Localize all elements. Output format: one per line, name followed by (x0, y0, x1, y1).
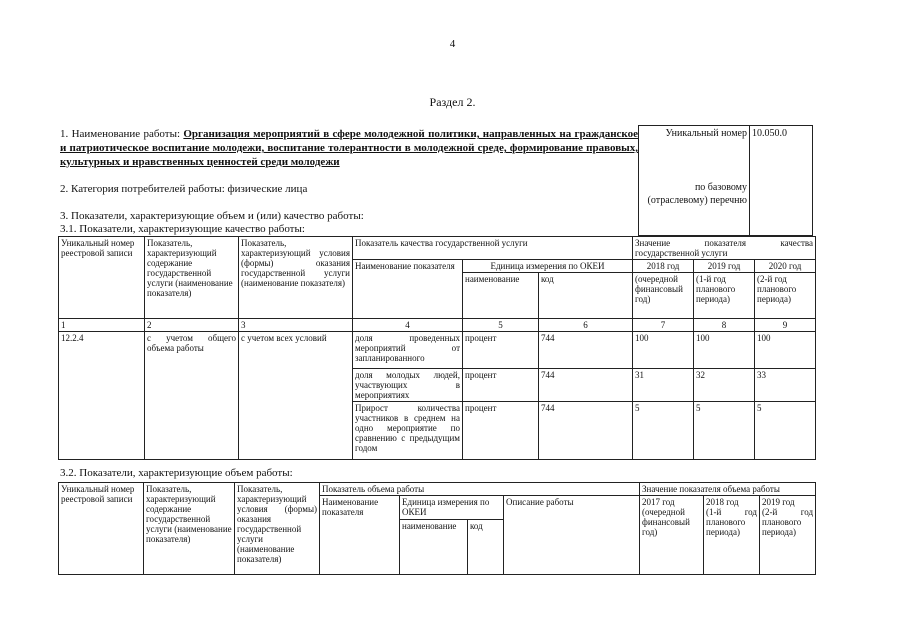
header-registry-number: Уникальный номер реестровой записи (59, 483, 144, 575)
header-year-3-note: (2-й год планового периода) (755, 273, 816, 319)
section-title: Раздел 2. (429, 95, 476, 109)
work-name-label: 1. Наименование работы: (60, 128, 184, 140)
header-volume-indicator: Показатель объема работы (320, 483, 640, 496)
header-year-1: 2018 год (633, 260, 694, 273)
year-2-note: (1-й год планового периода) (706, 507, 758, 537)
header-indicator-name: Наименование показателя (353, 260, 463, 319)
page-number: 4 (449, 38, 456, 50)
table-row (59, 332, 816, 369)
volume-table (58, 482, 816, 575)
value-year-1: 100 (633, 332, 694, 369)
header-quality-indicator: Показатель качества государственной услуги (353, 237, 633, 260)
column-number: 4 (353, 319, 463, 332)
indicator-name: доля проведенных мероприятий от запланированного (353, 332, 463, 369)
indicator-name: доля молодых людей, участвующих в мероприятиях (353, 369, 463, 402)
unit-name: процент (463, 332, 539, 369)
unit-name: процент (463, 369, 539, 402)
unique-number-box (638, 125, 813, 236)
registry-number: 12.2.4 (59, 332, 145, 460)
header-year-3: 2020 год (755, 260, 816, 273)
year-3-label: 2019 год (762, 497, 795, 507)
header-registry-number: Уникальный номер реестровой записи (59, 237, 145, 319)
heading-3: 3. Показатели, характеризующие объем и (или) качество работы: (60, 210, 364, 222)
header-unit-name: наименование (463, 273, 539, 319)
column-number: 1 (59, 319, 145, 332)
basic-list-label: по базовому (отраслевому) перечню (639, 180, 750, 236)
work-name-value: Организация мероприятий в сфере молодежной политики, направленных на гражданское и патриотическое воспитание молодежи, воспитание толерантности в молодежной среде, формирование правовых, культурных и нравственных ценностей среди молодежи (60, 128, 638, 168)
header-quality-value: Значение показателя качества государственной услуги (633, 237, 816, 260)
header-indicator-name: Наименование показателя (320, 496, 400, 575)
year-3-note: (2-й год планового периода) (762, 507, 814, 537)
header-year-1 (640, 496, 704, 575)
heading-3-2: 3.2. Показатели, характеризующие объем работы: (60, 467, 293, 479)
header-unit-code: код (468, 520, 504, 575)
column-number: 9 (755, 319, 816, 332)
header-year-2: 2019 год (694, 260, 755, 273)
column-number: 3 (239, 319, 353, 332)
header-unit-code: код (539, 273, 633, 319)
header-volume-value: Значение показателя объема работы (640, 483, 816, 496)
header-content-indicator: Показатель, характеризующий содержание государственной услуги (наименование показателя) (145, 237, 239, 319)
header-unit-name: наименование (400, 520, 468, 575)
column-number: 5 (463, 319, 539, 332)
header-unit: Единица измерения по ОКЕИ (463, 260, 633, 273)
column-number: 2 (145, 319, 239, 332)
value-year-1: 5 (633, 402, 694, 460)
column-number: 7 (633, 319, 694, 332)
header-year-3 (760, 496, 816, 575)
year-1-label: 2017 год (642, 497, 675, 507)
consumer-category: 2. Категория потребителей работы: физические лица (60, 183, 308, 195)
unit-code: 744 (539, 332, 633, 369)
unique-number-value: 10.050.0 (750, 126, 813, 236)
value-year-3: 5 (755, 402, 816, 460)
header-unit: Единица измерения по ОКЕИ (400, 496, 504, 520)
value-year-3: 33 (755, 369, 816, 402)
value-year-2: 32 (694, 369, 755, 402)
column-number: 8 (694, 319, 755, 332)
header-year-2 (704, 496, 760, 575)
value-year-1: 31 (633, 369, 694, 402)
header-condition-indicator: Показатель, характеризующий условия (формы) оказания государственной услуги (наименование показателя) (235, 483, 320, 575)
column-number: 6 (539, 319, 633, 332)
header-condition-indicator: Показатель, характеризующий условия (формы) оказания государственной услуги (наименование показателя) (239, 237, 353, 319)
header-work-description: Описание работы (504, 496, 640, 575)
year-1-note: (очередной финансовый год) (642, 507, 690, 537)
indicator-name: Прирост количества участников в среднем на одно мероприятие по сравнению с предыдущим годом (353, 402, 463, 460)
header-content-indicator: Показатель, характеризующий содержание государственной услуги (наименование показателя) (144, 483, 235, 575)
unique-number-label: Уникальный номер (639, 126, 750, 180)
value-year-2: 100 (694, 332, 755, 369)
unit-code: 744 (539, 369, 633, 402)
work-name (60, 127, 638, 169)
header-year-2-note: (1-й год планового периода) (694, 273, 755, 319)
value-year-2: 5 (694, 402, 755, 460)
quality-table (58, 236, 816, 460)
value-year-3: 100 (755, 332, 816, 369)
year-2-label: 2018 год (706, 497, 739, 507)
header-year-1-note: (очередной финансовый год) (633, 273, 694, 319)
heading-3-1: 3.1. Показатели, характеризующие качество работы: (60, 223, 305, 235)
unit-name: процент (463, 402, 539, 460)
content-indicator: с учетом общего объема работы (145, 332, 239, 460)
condition-indicator: с учетом всех условий (239, 332, 353, 460)
unit-code: 744 (539, 402, 633, 460)
